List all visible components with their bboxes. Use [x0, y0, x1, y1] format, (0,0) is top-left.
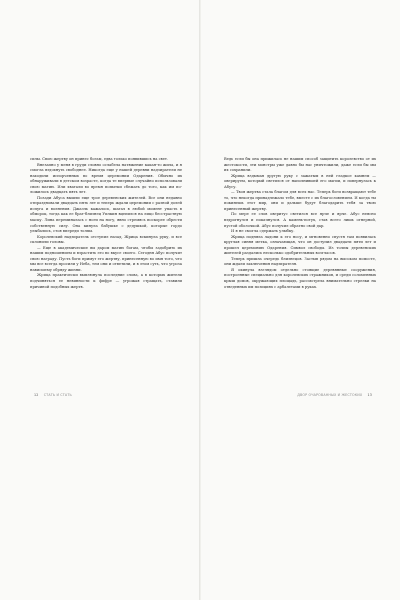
paragraph: По мере ее слов оверитус светился все ярче и ярче. Абус неясно вздрогнулся и покачнулся. А камень-потух, став всего лишь огнерной, пустой оболочкой. Абус получил обратно свой дар. [224, 212, 376, 228]
paragraph: силы. Свою жертву он принес богам, едва только появившись на свет. [30, 157, 169, 161]
paragraph: Жрица вздымая другую руку с зажатым в ней гладкое камнем — оверируем, который светился от наполнившей его магии, и повернулась к Абусу. [224, 173, 376, 189]
paragraph: Теперь пришла очередь близнецов. Застыв рядом на высоком помосте, они ждали заключения надзирателя. [224, 256, 376, 267]
running-title: ДВОР ОЧАРОВАННЫХ И ЖЕСТОКИХ [297, 393, 363, 397]
paragraph: Жрица подняла ладони к его носу, и мгновенно спустя там появилась круглая синяя метка, означающая, что он доступил двадцати пяти лет и прошел церемонию Одарения. Символ свободы. Из толпы деревенских жителей раздались несколько одобрительных возгласов. [224, 234, 376, 256]
page-number: 12 [34, 393, 39, 397]
paragraph: — Еще в академические вы даром магию богам, чтобы задобрить их нашим подношением и взрастить его во вкусе своего. Сегодня Абус получит свою награду. Пусть боги примут его жертву, принесенную во имя того, что мы все всегда просили у Неба, тем они и ответили, и в этом суть, что угроза нависшему обряду жизни. [30, 245, 182, 272]
left-page [30, 157, 182, 389]
paragraph: Жрица практически выплюнула последние слова, а в которых жители подчиняться ее невинности к фифре — угрожая стращать, ставили причиной подобных жертв. [30, 273, 182, 289]
running-title: СТАТЬ И СТАТЬ [43, 393, 72, 397]
paragraph: Внезапно у меня в груди словно ослабела натяжение какая-то жила, и я смогла вздохнуть свободнее. Никогда еще у нашей деревни надзиратели не находили испорченных во время церемонии Одарения. Обычно их обнаруживали в детском возрасте, когда те впервые случайно использовали свою магию. Или хватали во время попытки сбежать до того, как им положилось двадцать пять лет. [30, 162, 182, 195]
page-number: 13 [367, 393, 372, 397]
paragraph: Ведь если бы она прижилась не нашим способ защитить королевство от их жестокости, эти монстры уже давно бы нас уничтожили, даже если бы мы их сохранили. [224, 157, 376, 173]
paragraph: Королевский надзиратель отступил назад, Жрица вскинула руку, и все склонили головы. [30, 234, 182, 245]
paragraph: — Твоя жертва стала благом для всех нас. Теперь боги возвращают тебе то, что некогда принадлежало тебе, вместе с их благословением. И когда ты покинешь этот мир, они и дальше будут благодарить тебя за твою принесенный жертву. [224, 190, 376, 211]
paragraph: Я окинула взглядом отдельно стоящие деревянные сооружения, построенные специально для королевских стражников, и среди соломенных крыш домов, окружающих площадь, рассмотрела внимательно стрелки на отведенных им позициях с арбалетами в руках. [224, 267, 376, 289]
right-page [224, 157, 376, 389]
book-gutter [199, 0, 201, 600]
paragraph: И я не смогла сдержать улыбку. [231, 229, 295, 234]
left-page-text [30, 157, 182, 290]
left-page-footer [30, 391, 182, 399]
paragraph: Позади Абуса вышли еще трое деревенских жителей. Все они недавно отпраздновали двадцать пять лет и теперь ждали церемонии с разной долей испуга и волнения. Джаэль кажалось, шагал в любой момент упасть в обморок, тогда как ее брат-близнец Уилкин вцепился на лицо бесстрастную маску. Лина переминалась с ноги на ногу, явно стремясь поскорее обрести собственную силу. Она кинула бабушке с дедушкой, которые гордо улыбались, стоя впереди толпы. [30, 195, 182, 234]
right-page-text [224, 157, 376, 290]
right-page-footer [224, 391, 376, 399]
